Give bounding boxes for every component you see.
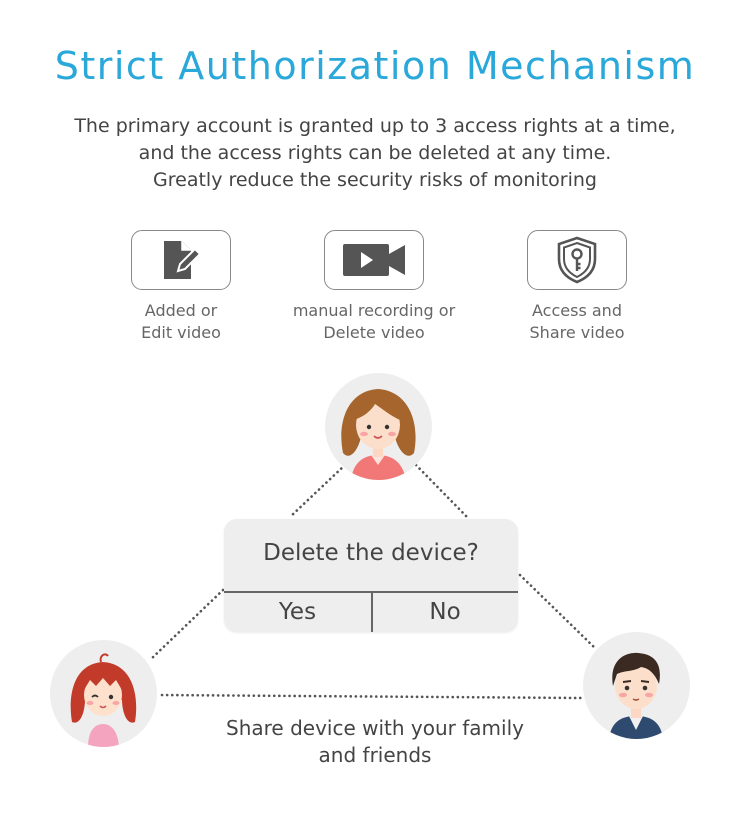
connection-line (162, 695, 585, 698)
yes-button[interactable]: Yes (278, 599, 317, 625)
delete-device-dialog (224, 519, 518, 632)
page-title: Strict Authorization Mechanism (54, 44, 696, 88)
feature-label-line: Access and (532, 301, 622, 320)
share-caption-line: Share device with your family (226, 716, 524, 740)
feature-label-line: Delete video (323, 323, 425, 342)
connection-line (416, 465, 468, 518)
share-caption (0, 715, 750, 769)
subtitle-line: Greatly reduce the security risks of monitoring (153, 169, 597, 191)
feature-label-line: Edit video (141, 323, 221, 342)
feature-label-line: manual recording or (292, 301, 456, 320)
feature-label-line: Added or (144, 301, 218, 320)
subtitle-line: and the access rights can be deleted at any time. (138, 142, 612, 164)
dialog-question: Delete the device? (263, 540, 479, 566)
share-caption-line: and friends (318, 743, 432, 767)
woman-avatar-icon (325, 373, 432, 480)
connection-line (150, 590, 223, 660)
subtitle-line: The primary account is granted up to 3 access rights at a time, (74, 115, 676, 137)
feature-label-line: Share video (529, 323, 625, 342)
no-button[interactable]: No (429, 599, 461, 625)
connection-line (290, 465, 345, 517)
connection-line (520, 575, 595, 648)
avatar-primary-user (325, 373, 432, 480)
